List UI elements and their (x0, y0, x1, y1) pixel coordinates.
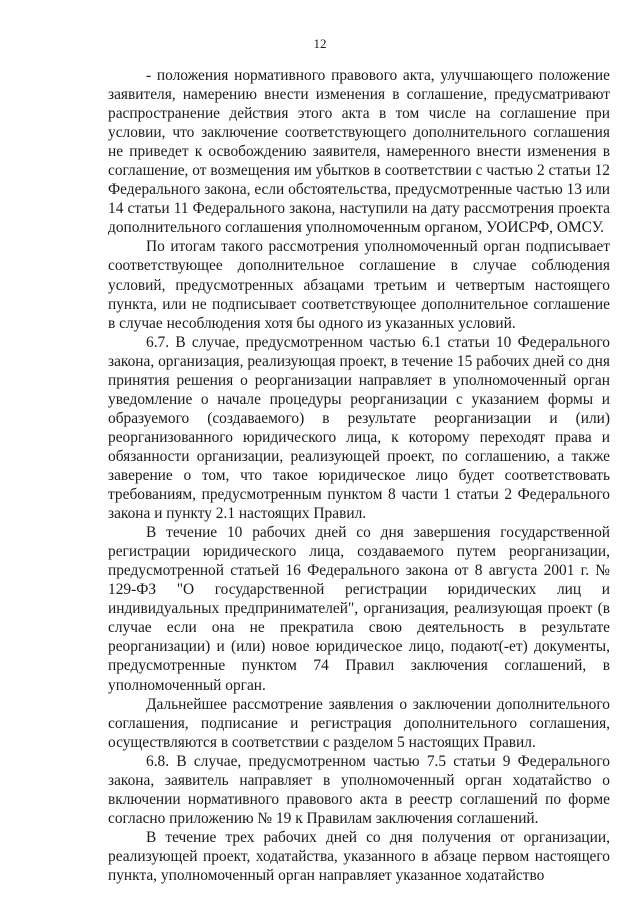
paragraph: Дальнейшее рассмотрение заявления о заключении дополнительного соглашения, подписание и регистрация дополнительного соглашения, осуществляются в соответствии с разделом 5 настоящих Правил. (108, 695, 610, 751)
paragraph: По итогам такого рассмотрения уполномоченный орган подписывает соответствующее дополнительное соглашение в случае соблюдения условий, предусмотренных абзацами третьим и четвертым настоящего пункта, или не подписывает соответствующее дополнительное соглашение в случае несоблюдения хотя бы одного из указанных условий. (108, 238, 610, 332)
paragraph: 6.8. В случае, предусмотренном частью 7.5 статьи 9 Федерального закона, заявитель направляет в уполномоченный орган ходатайство о включении нормативного правового акта в реестр соглашений по форме согласно приложению № 19 к Правилам заключения соглашений. (108, 752, 610, 827)
paragraph: В течение 10 рабочих дней со дня завершения государственной регистрации юридического лица, создаваемого путем реорганизации, предусмотренной статьей 16 Федерального закона от 8 августа 2001 г. № 129-ФЗ "О государственной регистрации юридических лиц и индивидуальных предпринимателей", организация, реализующая проект (в случае если она не прекратила свою деятельность в результате реорганизации) и (или) новое юридическое лицо, подают(-ет) документы, предусмотренные пунктом 74 Правил заключения соглашений, в уполномоченный орган. (108, 524, 610, 694)
paragraph: В течение трех рабочих дней со дня получения от организации, реализующей проект, ходатайства, указанного в абзаце первом настоящего пункта, уполномоченный орган направляет указанное ходатайство (108, 828, 610, 884)
page-number: 12 (313, 36, 327, 51)
paragraph: - положения нормативного правового акта, улучшающего положение заявителя, намерению внести изменения в соглашение, предусматривают распространение действия этого акта в том числе на соглашение при условии, что заключение соответствующего дополнительного соглашения не приведет к освобождению заявителя, намеренного внести изменения в соглашение, от возмещения им убытков в соответствии с частью 2 статьи 12 Федерального закона, если обстоятельства, предусмотренные частью 13 или 14 статьи 11 Федерального закона, наступили на дату рассмотрения проекта дополнительного соглашения уполномоченным органом, УОИСРФ, ОМСУ. (108, 67, 610, 237)
paragraph: 6.7. В случае, предусмотренном частью 6.1 статьи 10 Федерального закона, организация, реализующая проект, в течение 15 рабочих дней со дня принятия решения о реорганизации направляет в уполномоченный орган уведомление о начале процедуры реорганизации с указанием формы и образуемого (создаваемого) в результате реорганизации и (или) реорганизованного юридического лица, к которому переходят права и обязанности организации, реализующей проект, по соглашению, а также заверение о том, что такое юридическое лицо будет соответствовать требованиям, предусмотренным пунктом 8 части 1 статьи 2 Федерального закона и пункту 2.1 настоящих Правил. (108, 333, 610, 523)
document-body (108, 66, 610, 885)
